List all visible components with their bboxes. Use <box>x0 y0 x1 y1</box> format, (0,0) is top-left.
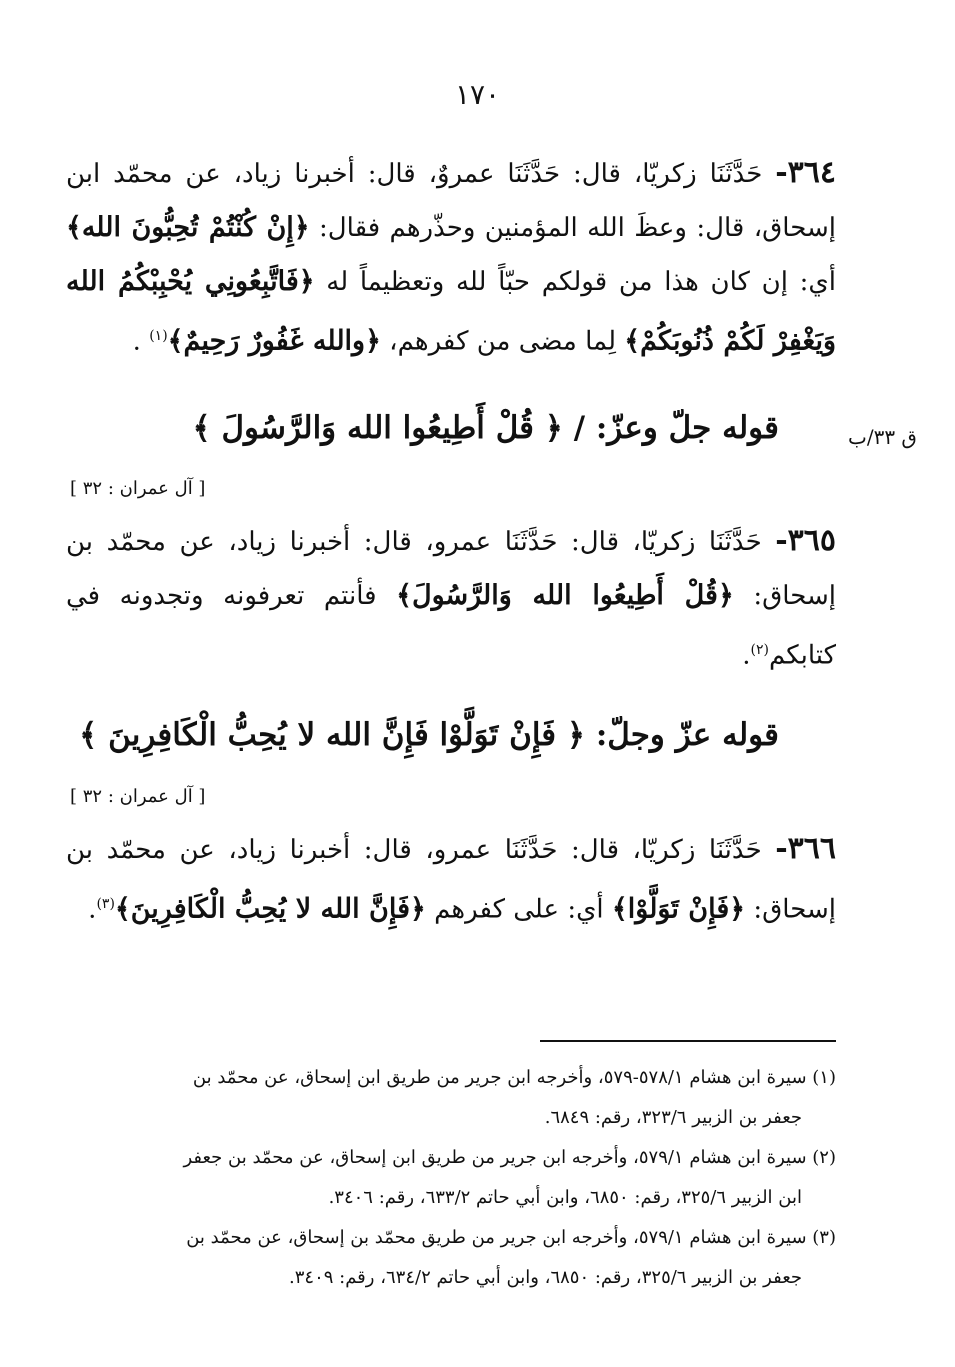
verse-reference: [ آل عمران : ٣٢ ] <box>70 786 206 807</box>
footnote-marker: (٣) <box>96 896 115 912</box>
quran-quote: ﴿إِنْ كُنْتُمْ تُحِبُّونَ الله﴾ <box>66 212 310 243</box>
verse-reference: [ آل عمران : ٣٢ ] <box>70 478 206 499</box>
paragraph-number: ٣٦٦- <box>775 831 836 866</box>
footnote-line: ابن الزبير ٣٢٥/٦، رقم: ٦٨٥٠، وابن أبي حاتم ٦٣٣/٢، رقم: ٣٤٠٦. <box>328 1187 802 1208</box>
paragraph-end: . <box>132 326 150 357</box>
paragraph-366 <box>66 822 836 937</box>
paragraph-text: أي: على كفرهم <box>425 894 612 925</box>
section-heading: قوله عزّ وجلّ: ﴿ فَإِنْ تَوَلَّوْا فَإِنَّ الله لا يُحِبُّ الْكَافِرِينَ ﴾ <box>79 717 779 753</box>
page-number: ١٧٠ <box>454 78 501 111</box>
footnote-2 <box>66 1138 836 1218</box>
paragraph-end: . <box>742 640 751 671</box>
footnote-3 <box>66 1218 836 1298</box>
paragraph-365 <box>66 514 836 683</box>
paragraph-number: ٣٦٥- <box>775 523 836 558</box>
quran-quote: ﴿فَاتَّبِعُونِي يُحْبِبْكُمُ الله وَيَغْفِرْ لَكُمْ ذُنُوبَكُمْ﴾ <box>66 266 836 357</box>
paragraph-text: حَدَّثَنَا زكريّا، قال: حَدَّثَنَا عمرو، قال: أخبرنا زياد، عن محمّد بن إسحاق: <box>66 527 836 611</box>
paragraph-text: فأنتم تعرفونه وتجدونه في كتابكم <box>66 581 836 671</box>
paragraph-text: لِما مضى من كفرهم، <box>380 326 625 357</box>
footnote-divider <box>540 1040 836 1042</box>
manuscript-margin-note: ق ٣٣/ب <box>848 425 917 449</box>
paragraph-end: . <box>88 894 97 925</box>
quran-quote: ﴿فَإِنْ تَوَلَّوْا﴾ <box>611 893 746 925</box>
footnote-line: (١) سيرة ابن هشام ٥٧٨/١-٥٧٩، وأخرجه ابن جرير من طريق ابن إسحاق، عن محمّد بن <box>192 1067 836 1088</box>
paragraph-number: ٣٦٤- <box>775 155 836 190</box>
paragraph-text: حَدَّثَنَا زكريّا، قال: حَدَّثَنَا عمروٌ، قال: أخبرنا زياد، عن محمّد ابن إسحاق، قال: وعظَ الله المؤمنين وحذّرهم فقال: <box>66 159 836 243</box>
footnote-line: جعفر بن الزبير ٣٢٣/٦، رقم: ٦٨٤٩. <box>544 1107 802 1128</box>
section-heading: قوله جلّ وعزّ: / ﴿ قُلْ أَطِيعُوا الله وَالرَّسُولَ ﴾ <box>192 410 779 446</box>
paragraph-364 <box>66 146 836 369</box>
footnote-marker: (٢) <box>750 642 769 658</box>
footnote-marker: (١) <box>149 328 168 344</box>
quran-quote: ﴿والله غَفُورٌ رَحِيمٌ﴾ <box>167 325 381 357</box>
footnote-1 <box>66 1058 836 1138</box>
footnote-line: جعفر بن الزبير ٣٢٥/٦، رقم: ٦٨٥٠، وابن أبي حاتم ٦٣٤/٢، رقم: ٣٤٠٩. <box>289 1267 802 1288</box>
quran-quote: ﴿قُلْ أَطِيعُوا الله وَالرَّسُولَ﴾ <box>396 580 734 611</box>
paragraph-text: أي: إن كان هذا من قولكم حبّاً لله وتعظيماً له <box>314 267 836 297</box>
footnote-line: (٢) سيرة ابن هشام ٥٧٩/١، وأخرجه ابن جرير من طريق ابن إسحاق، عن محمّد بن جعفر <box>183 1147 836 1168</box>
footnote-line: (٣) سيرة ابن هشام ٥٧٩/١، وأخرجه ابن جرير من طريق محمّد بن إسحاق، عن محمّد بن <box>186 1227 836 1248</box>
paragraph-text: حَدَّثَنَا زكريّا، قال: حَدَّثَنَا عمرو، قال: أخبرنا زياد، عن محمّد بن إسحاق: <box>66 835 836 925</box>
quran-quote: ﴿فَإِنَّ الله لا يُحِبُّ الْكَافِرِينَ﴾ <box>114 893 426 925</box>
